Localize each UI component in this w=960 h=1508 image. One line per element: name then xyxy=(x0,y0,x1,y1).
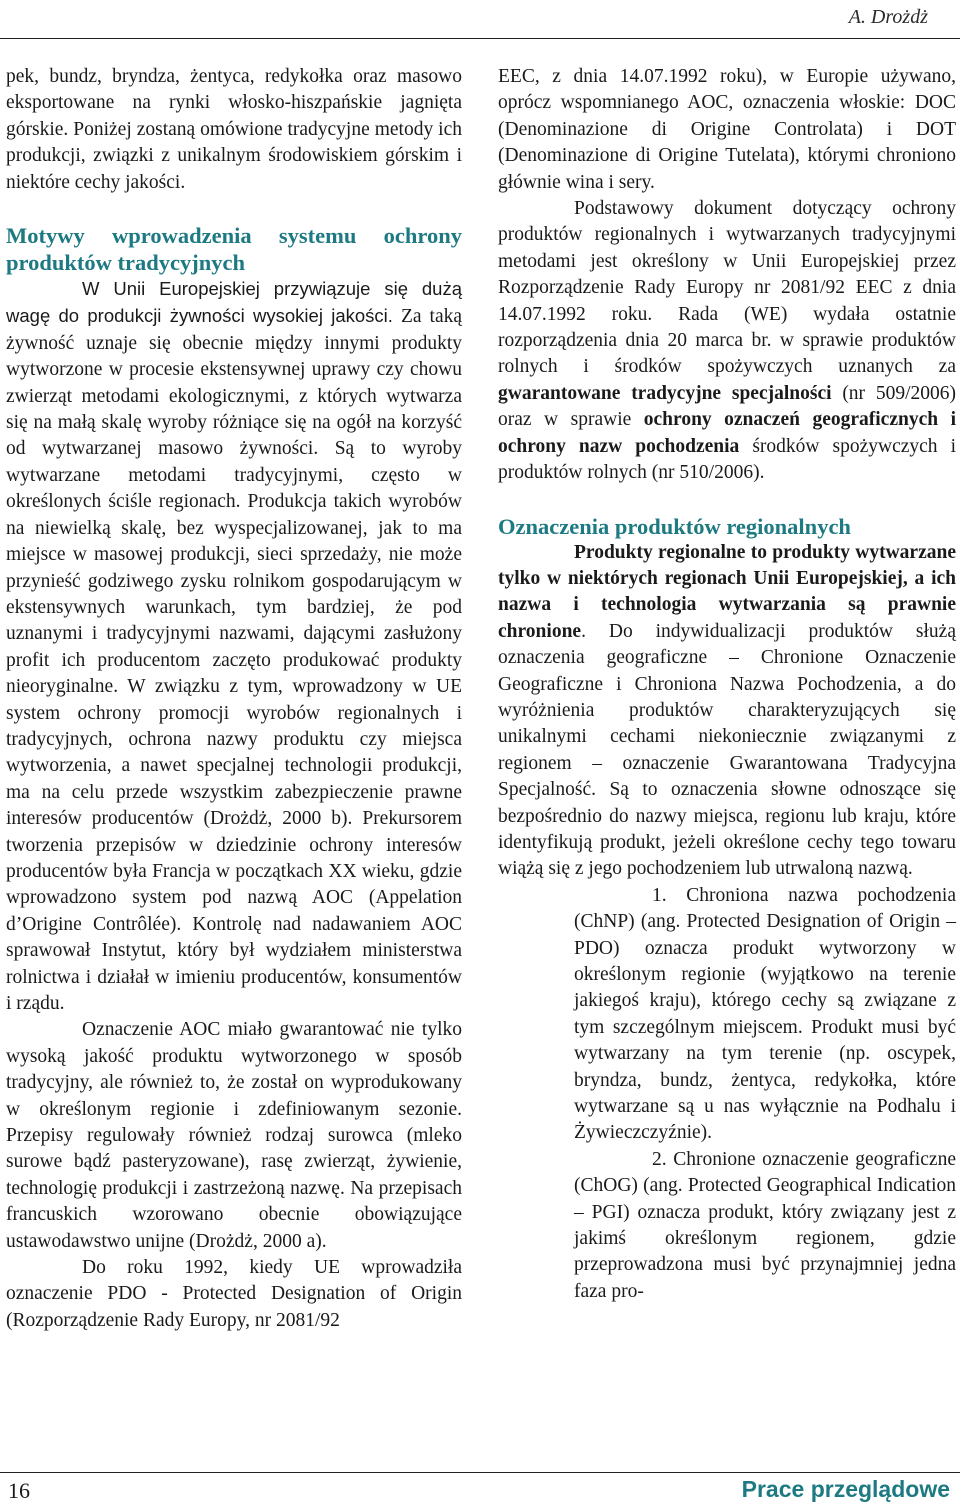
left-column xyxy=(6,64,462,1334)
body-paragraph-2: Oznaczenie AOC miało gwarantować nie tylko wysoką jakość produktu wytworzonego w sposób tradycyjny, ale również to, że został on wyprodukowany w określonym regionie i zdefiniowanym sezonie. Przepisy regulowały również rodzaj surowca (mleko surowe bądź pasteryzowane), rasę zwierząt, żywienie, technologię produkcji i zastrzeżoną nazwę. Na przepisach francuskich wzorowano obecnie obowiązujące ustawodawstwo unijne (Drożdż, 2000 a). xyxy=(6,1019,462,1252)
regulation-text-c: (nr 509/2006) oraz w sprawie xyxy=(498,382,956,431)
journal-section-label: Prace przeglądowe xyxy=(741,1476,950,1502)
section-heading-motives: Motywy wprowadzenia systemu ochrony produktów tradycyjnych xyxy=(6,223,462,276)
designations-body: . Do indywidualizacji produktów służą oznaczenia geograficzne – Chronione Oznaczenie Geograficzne i Chroniona Nazwa Pochodzenia, a do wyróżnienia produktów charakteryzujących się unikalnymi cechami niekoniecznie związanymi z regionem – oznaczenie Gwarantowana Tradycyjna Specjalność. Są to oznaczenia słowne odnoszące się bezpośrednio do nazwy miejsca, regionu lub kraju, które identyfikują produkt, jeżeli określone cechy tego towaru wiążą się z jego pochodzeniem lub utrwaloną nazwą. xyxy=(498,620,956,880)
body-paragraph-1 xyxy=(6,276,462,1017)
intro-paragraph: pek, bundz, bryndza, żentyca, redykołka oraz masowo eksportowane na rynki włosko-hiszpańskie jagnięta górskie. Poniżej zostaną omówione tradycyjne metody ich produkcji, związki z unikalnym środowiskiem górskim i niektóre cechy jakości. xyxy=(6,66,462,193)
page-number: 16 xyxy=(8,1478,30,1503)
designations-bold-lead: Produkty regionalne to produkty wytwarzane tylko w niektórych regionach Unii Europejskiej, a ich nazwa i technologia wytwarzania są prawnie chronione xyxy=(498,541,956,642)
list-item-pgi: 2. Chronione oznaczenie geograficzne (ChOG) (ang. Protected Geographical Indication – PGI) oznacza produkt, który związany jest z jakimś określonym regionem, gdzie przeprowadzona musi być przynajmniej jedna faza pro- xyxy=(574,1148,956,1302)
designations-paragraph xyxy=(498,540,956,883)
paragraph-lead-sans: W Unii Europejskiej przywiązuje się dużą wagę do produkcji żywności wysokiej jakości. xyxy=(6,278,462,327)
regulation-text-a: Podstawowy dokument dotyczący ochrony produktów regionalnych i wytwarzanych tradycyjnymi metodami jest określony w Unii Europejskiej przez Rozporządzenie Rady Europy nr 2081/92 EEC z dnia 14.07.1992 roku. Rada (WE) wydała ostatnie rozporządzenia dnia 20 marca br. w sprawie produktów rolnych i środków spożywczych uznanych za xyxy=(498,198,956,378)
regulation-paragraph xyxy=(498,196,956,486)
header-rule xyxy=(0,38,960,39)
footer-rule xyxy=(0,1472,960,1473)
regulation-text-d: środków spożywczych i produktów rolnych (nr 510/2006). xyxy=(498,435,956,484)
paragraph-body: Za taką żywność uznaje się obecnie między innymi produkty wytworzone w procesie ekstensywnej uprawy czy chowu zwierząt metodami ekologicznymi, z których wytwarza się na małą skalę wyroby różniące się na ogół na korzyść od wytwarzanej masowo żywności. Są to wyroby wytwarzane metodami tradycyjnymi, często w określonych ściśle regionach. Produkcja takich wyrobów na niewielką skalę, bez wyspecjalizowanej, jak to ma miejsce w masowej produkcji, sieci sprzedaży, nie może przynieść godziwego zysku rolnikom gospodarującym w ekstensywnych warunkach, tym bardziej, że pod uznanymi i tradycyjnymi nazwami, dającymi zasłużony profit ich producentom zaczęto produkować produkty nieoryginalne. W związku z tym, wprowadzony w UE system ochrony promocji wyrobów regionalnych i tradycyjnych, ochrona nazwy produktu czy miejsca wytworzenia, a nawet specjalnej technologii produkcji, ma na celu przede wszystkim zabezpieczenie prawne interesów producentów (Drożdż, 2000 b). Prekursorem tworzenia przepisów w dziedzinie ochrony interesów producentów była Francja w początkach XX wieku, gdzie wprowadzono system pod nazwą AOC (Appelation d’Origine Contrôlée). Kontrolę nad nadawaniem AOC sprawował Instytut, który był wydziałem ministerstwa rolnictwa i działał w imieniu producentów, konsumentów i rządu. xyxy=(6,306,463,1014)
regulation-bold-pgi-pdo: ochrony oznaczeń geograficznych i ochrony nazw pochodzenia xyxy=(498,409,956,457)
regulation-bold-tsg: gwarantowane tradycyjne specjalności xyxy=(498,382,832,404)
running-head-author: A. Drożdż xyxy=(848,6,928,28)
section-heading-designations: Oznaczenia produktów regionalnych xyxy=(498,513,851,539)
list-item-pdo: 1. Chroniona nazwa pochodzenia (ChNP) (ang. Protected Designation of Origin – PDO) oznacza produkt wytworzony w określonym regionie (wyjątkowo na terenie jakiegoś kraju), którego cechy są związane z tym szczególnym miejscem. Produkt musi być wytwarzany na tym terenie (np. oscypek, bryndza, bundz, żentyca, redykołka, które wytwarzane są u nas wyłącznie na Podhalu i Żywieczczyźnie). xyxy=(574,884,956,1144)
right-column xyxy=(498,64,956,1305)
continued-paragraph: EEC, z dnia 14.07.1992 roku), w Europie używano, oprócz wspomnianego AOC, oznaczenia włoskie: DOC (Denominazione di Origine Controlata) i DOT (Denominazione di Origine Tutelata), którymi chroniono głównie wina i sery. xyxy=(498,66,956,193)
body-paragraph-3: Do roku 1992, kiedy UE wprowadziła oznaczenie PDO - Protected Designation of Origin (Rozporządzenie Rady Europy, nr 2081/92 xyxy=(6,1257,462,1331)
